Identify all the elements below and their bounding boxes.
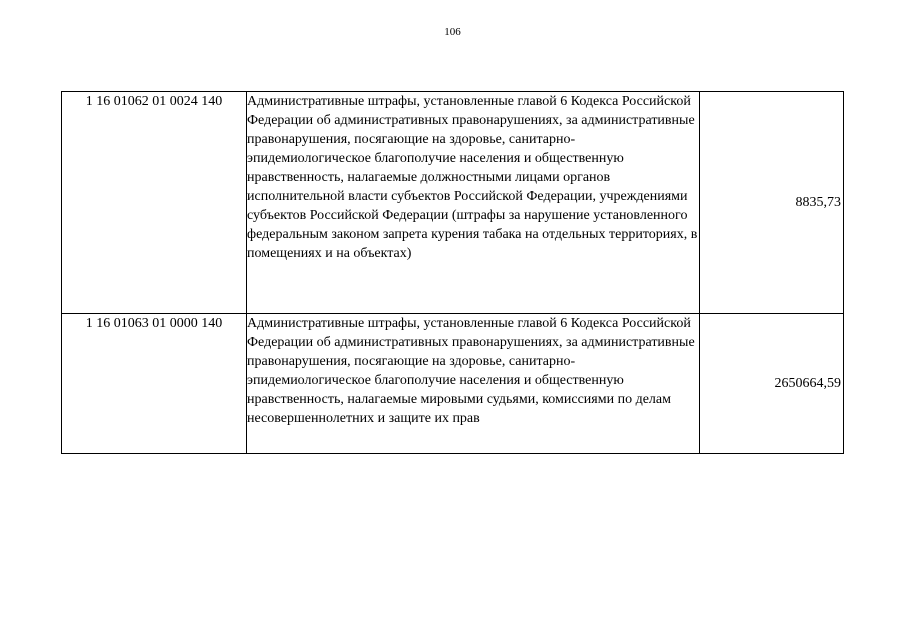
- budget-code-cell: 1 16 01062 01 0024 140: [62, 92, 247, 314]
- amount-cell: 2650664,59: [700, 314, 844, 454]
- budget-table: [61, 91, 844, 454]
- description-cell: Административные штрафы, установленные главой 6 Кодекса Российской Федерации об административных правонарушениях, за административные правонарушения, посягающие на здоровье, санитарно-эпидемиологическое благополучие населения и общественную нравственность, налагаемые мировыми судьями, комиссиями по делам несовершеннолетних и защите их прав: [247, 314, 700, 454]
- budget-code-cell: 1 16 01063 01 0000 140: [62, 314, 247, 454]
- table-row: [62, 314, 844, 454]
- page-number: 106: [444, 26, 461, 38]
- amount-cell: 8835,73: [700, 92, 844, 314]
- description-cell: Административные штрафы, установленные главой 6 Кодекса Российской Федерации об административных правонарушениях, за административные правонарушения, посягающие на здоровье, санитарно-эпидемиологическое благополучие населения и общественную нравственность, налагаемые должностными лицами органов исполнительной власти субъектов Российской Федерации, учреждениями субъектов Российской Федерации (штрафы за нарушение установленного федеральным законом запрета курения табака на отдельных территориях, в помещениях и на объектах): [247, 92, 700, 314]
- table-row: [62, 92, 844, 314]
